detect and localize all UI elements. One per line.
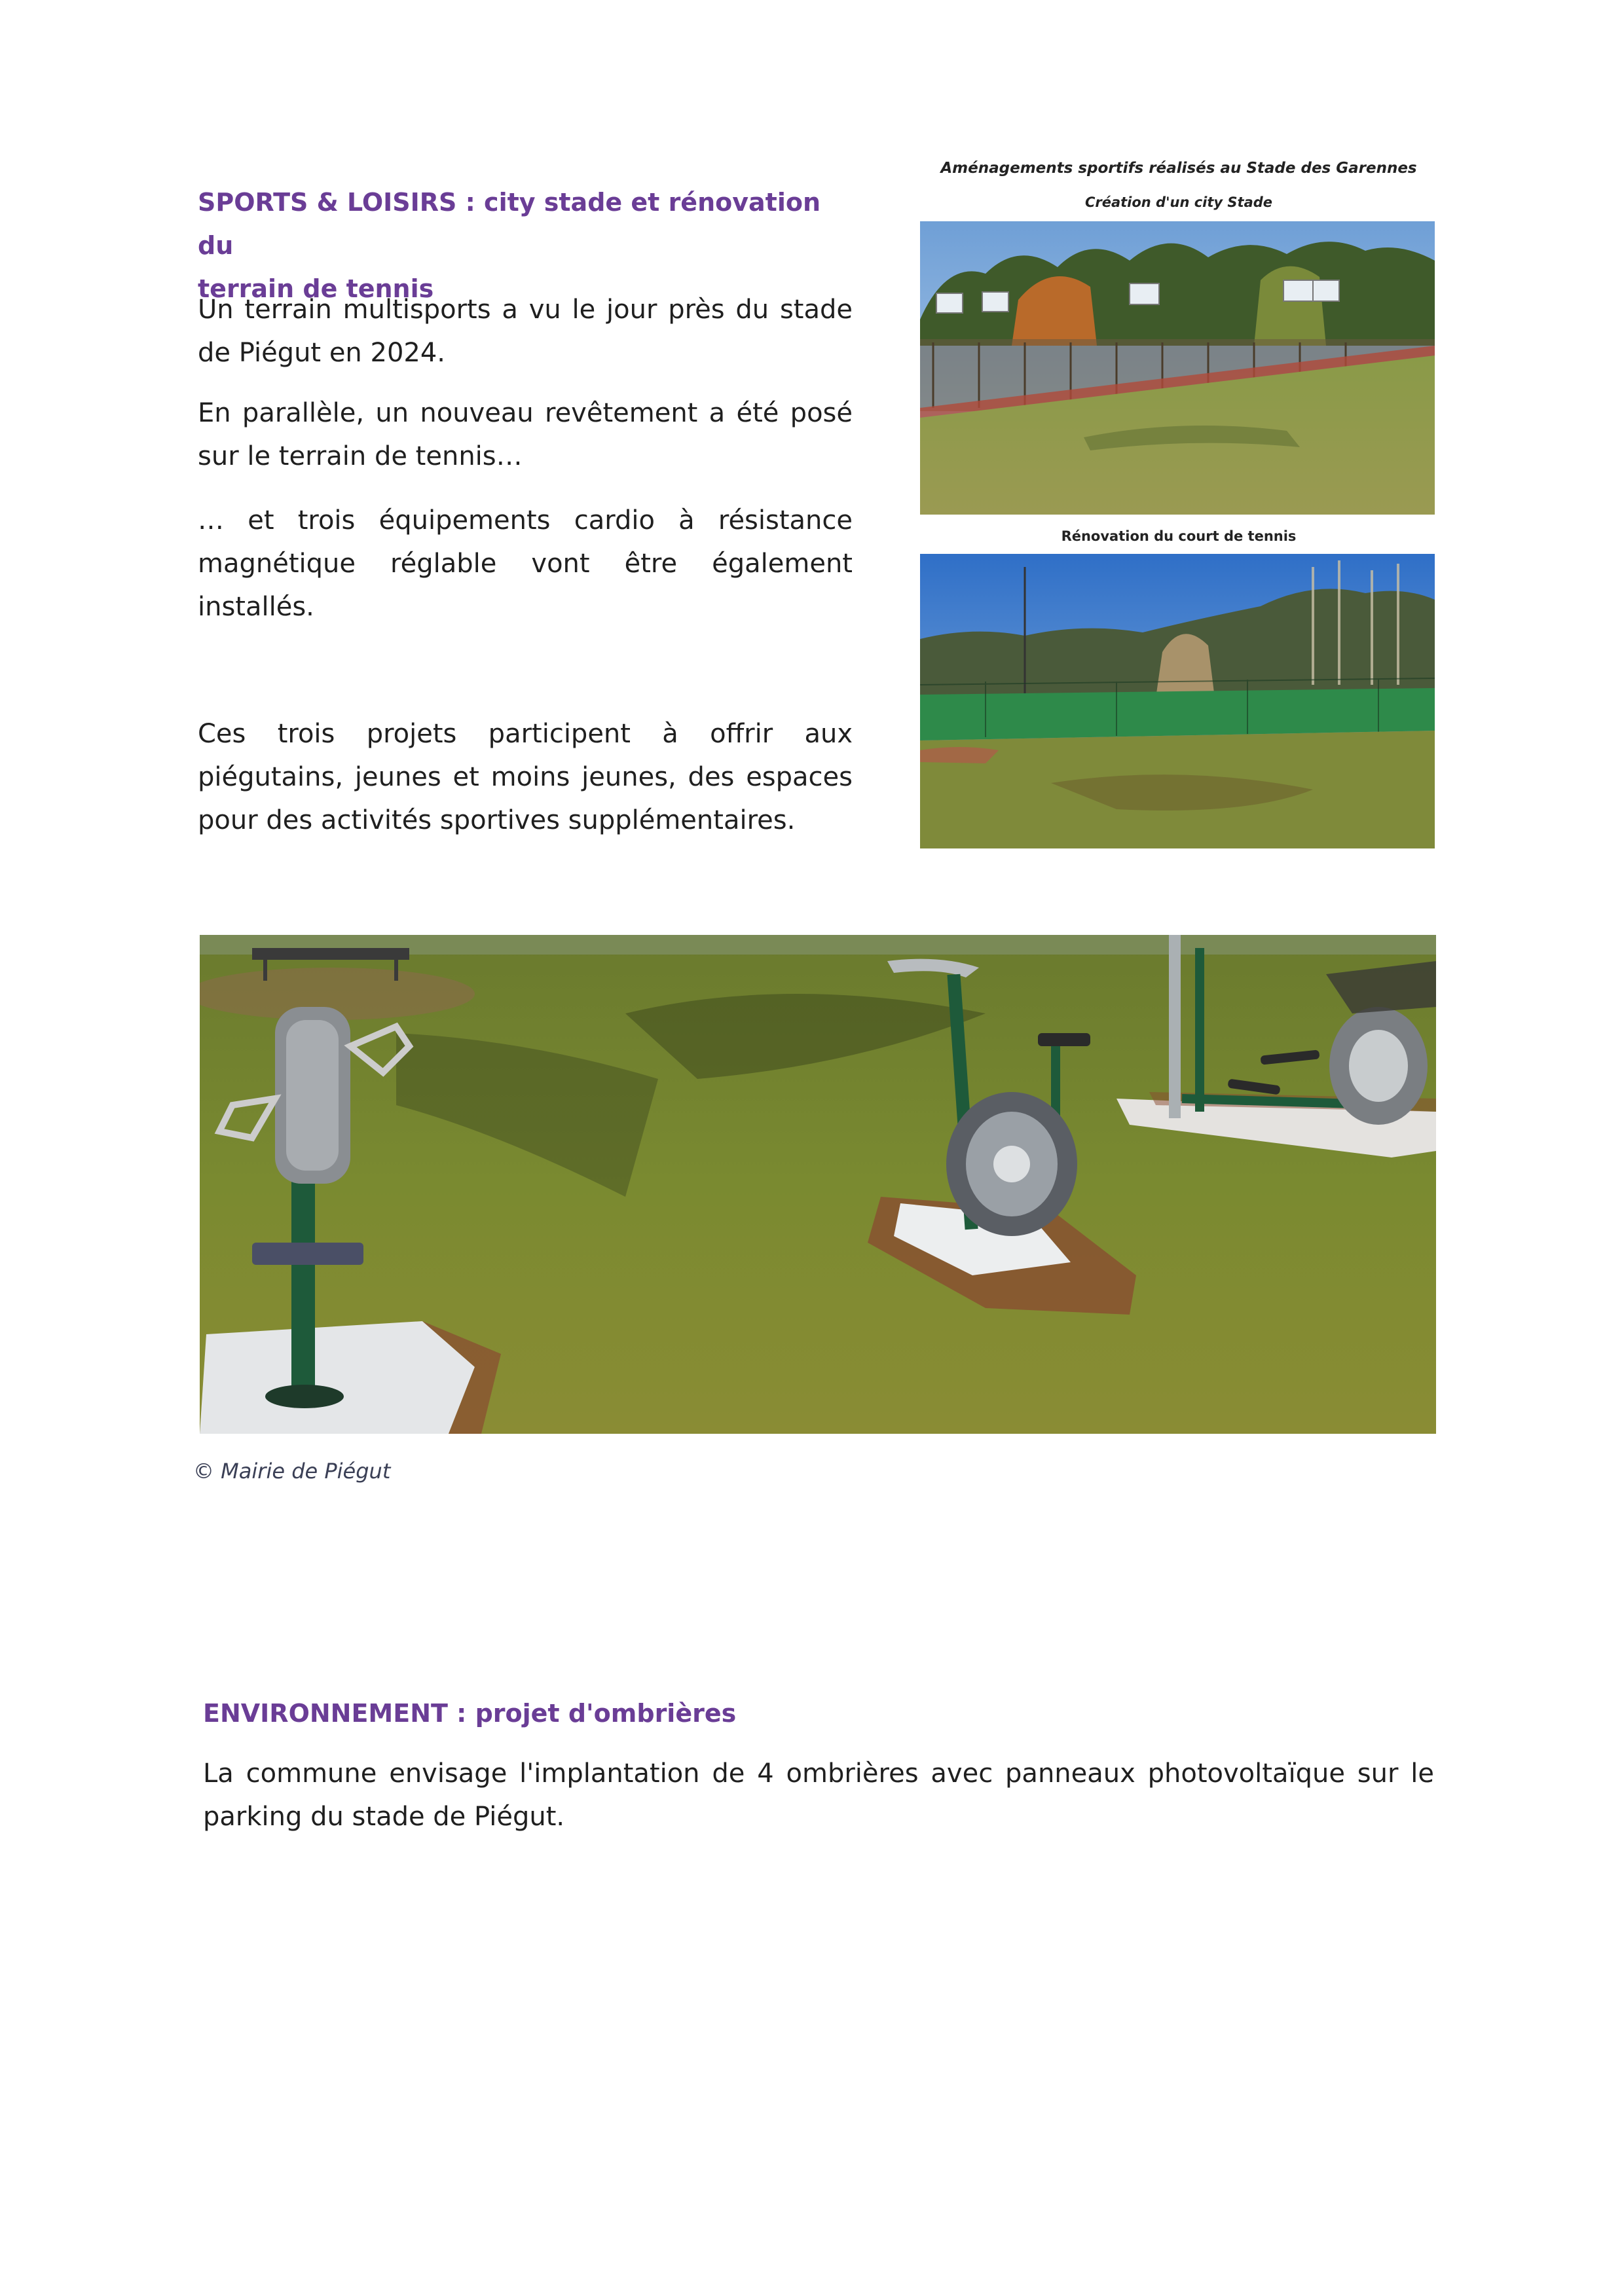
environment-heading: ENVIRONNEMENT : projet d'ombrières <box>203 1699 737 1728</box>
sports-paragraph-3: … et trois équipements cardio à résistance magnétique réglable vont être également installés. <box>198 505 853 622</box>
city-stade-photo <box>920 221 1435 515</box>
fitness-equipment-photo <box>200 935 1436 1434</box>
environment-paragraph: La commune envisage l'implantation de 4 ombrières avec panneaux photovoltaïque sur le parking du stade de Piégut. <box>203 1758 1434 1832</box>
sports-paragraph-4: Ces trois projets participent à offrir aux piégutains, jeunes et moins jeunes, des espaces pour des activités sportives supplémentaires. <box>198 719 853 835</box>
sports-paragraph-1: Un terrain multisports a vu le jour près du stade de Piégut en 2024. <box>198 295 853 368</box>
sports-paragraph-2: En parallèle, un nouveau revêtement a été posé sur le terrain de tennis… <box>198 398 853 471</box>
sports-heading-line2: terrain de tennis <box>198 274 434 303</box>
tennis-court-photo <box>920 554 1435 848</box>
photo-credit: © Mairie de Piégut <box>193 1459 391 1484</box>
photos-title: Aménagements sportifs réalisés au Stade des Garennes <box>940 160 1417 177</box>
tennis-caption: Rénovation du court de tennis <box>1061 528 1297 544</box>
sports-heading-line1: SPORTS & LOISIRS : city stade et rénovation du <box>198 188 821 260</box>
city-stade-caption: Création d'un city Stade <box>1084 194 1273 210</box>
